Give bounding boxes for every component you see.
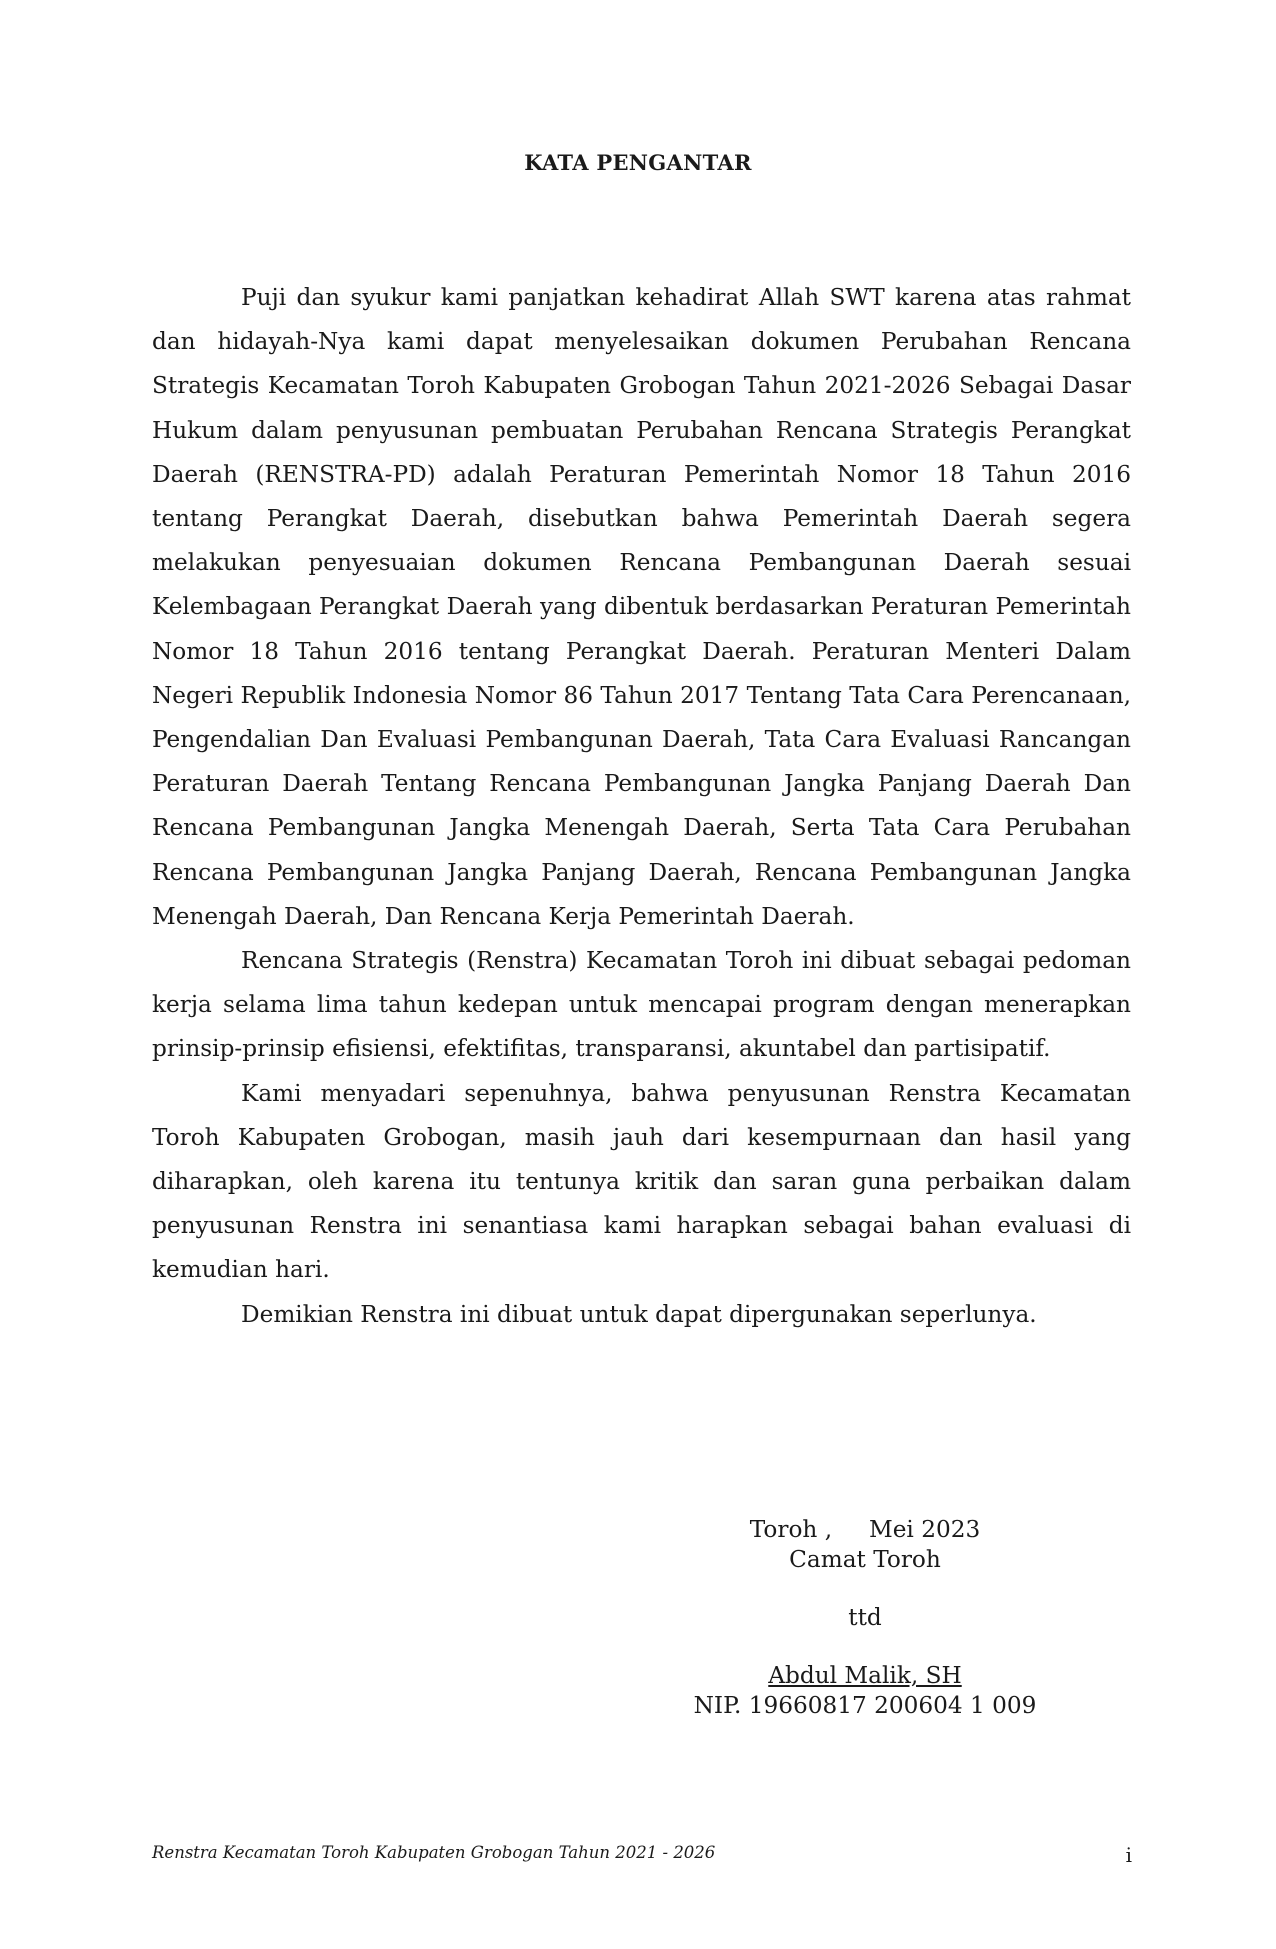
paragraph-renstra-purpose: Rencana Strategis (Renstra) Kecamatan Toroh ini dibuat sebagai pedoman kerja selama lima tahun kedepan untuk mencapai program dengan menerapkan prinsip-prinsip efisiensi, efektifitas, transparansi, akuntabel dan partisipatif. (152, 947, 1131, 1063)
signature-mark: ttd (848, 1604, 882, 1631)
signature-position: Camat Toroh (789, 1546, 941, 1573)
signature-block (640, 1515, 1090, 1721)
signatory-nip: NIP. 19660817 200604 1 009 (693, 1692, 1037, 1719)
page-footer (152, 1843, 1132, 1873)
footer-document-title: Renstra Kecamatan Toroh Kabupaten Grobogan Tahun 2021 - 2026 (152, 1843, 716, 1862)
paragraph-acknowledgement: Kami menyadari sepenuhnya, bahwa penyusunan Renstra Kecamatan Toroh Kabupaten Grobogan, masih jauh dari kesempurnaan dan hasil yang diharapkan, oleh karena itu tentunya kritik dan saran guna perbaikan dalam penyusunan Renstra ini senantiasa kami harapkan sebagai bahan evaluasi di kemudian hari. (152, 1079, 1131, 1284)
body-text (152, 276, 1131, 1337)
signatory-name: Abdul Malik, SH (768, 1662, 962, 1689)
paragraph-intro: Puji dan syukur kami panjatkan kehadirat Allah SWT karena atas rahmat dan hidayah-Nya kami dapat menyelesaikan dokumen Perubahan Rencana Strategis Kecamatan Toroh Kabupaten Grobogan Tahun 2021-2026 Sebagai Dasar Hukum dalam penyusunan pembuatan Perubahan Rencana Strategis Perangkat Daerah (RENSTRA-PD) adalah Peraturan Pemerintah Nomor 18 Tahun 2016 tentang Perangkat Daerah, disebutkan bahwa Pemerintah Daerah segera melakukan penyesuaian dokumen Rencana Pembangunan Daerah sesuai Kelembagaan Perangkat Daerah yang dibentuk berdasarkan Peraturan Pemerintah Nomor 18 Tahun 2016 tentang Perangkat Daerah. Peraturan Menteri Dalam Negeri Republik Indonesia Nomor 86 Tahun 2017 Tentang Tata Cara Perencanaan, Pengendalian Dan Evaluasi Pembangunan Daerah, Tata Cara Evaluasi Rancangan Peraturan Daerah Tentang Rencana Pembangunan Jangka Panjang Daerah Dan Rencana Pembangunan Jangka Menengah Daerah, Serta Tata Cara Perubahan Rencana Pembangunan Jangka Panjang Daerah, Rencana Pembangunan Jangka Menengah Daerah, Dan Rencana Kerja Pemerintah Daerah. (152, 284, 1131, 930)
page-title: KATA PENGANTAR (524, 150, 752, 175)
paragraph-closing: Demikian Renstra ini dibuat untuk dapat dipergunakan seperlunya. (241, 1300, 1037, 1328)
signature-place-date: Toroh , Mei 2023 (749, 1516, 981, 1543)
page-number: i (1125, 1843, 1132, 1867)
